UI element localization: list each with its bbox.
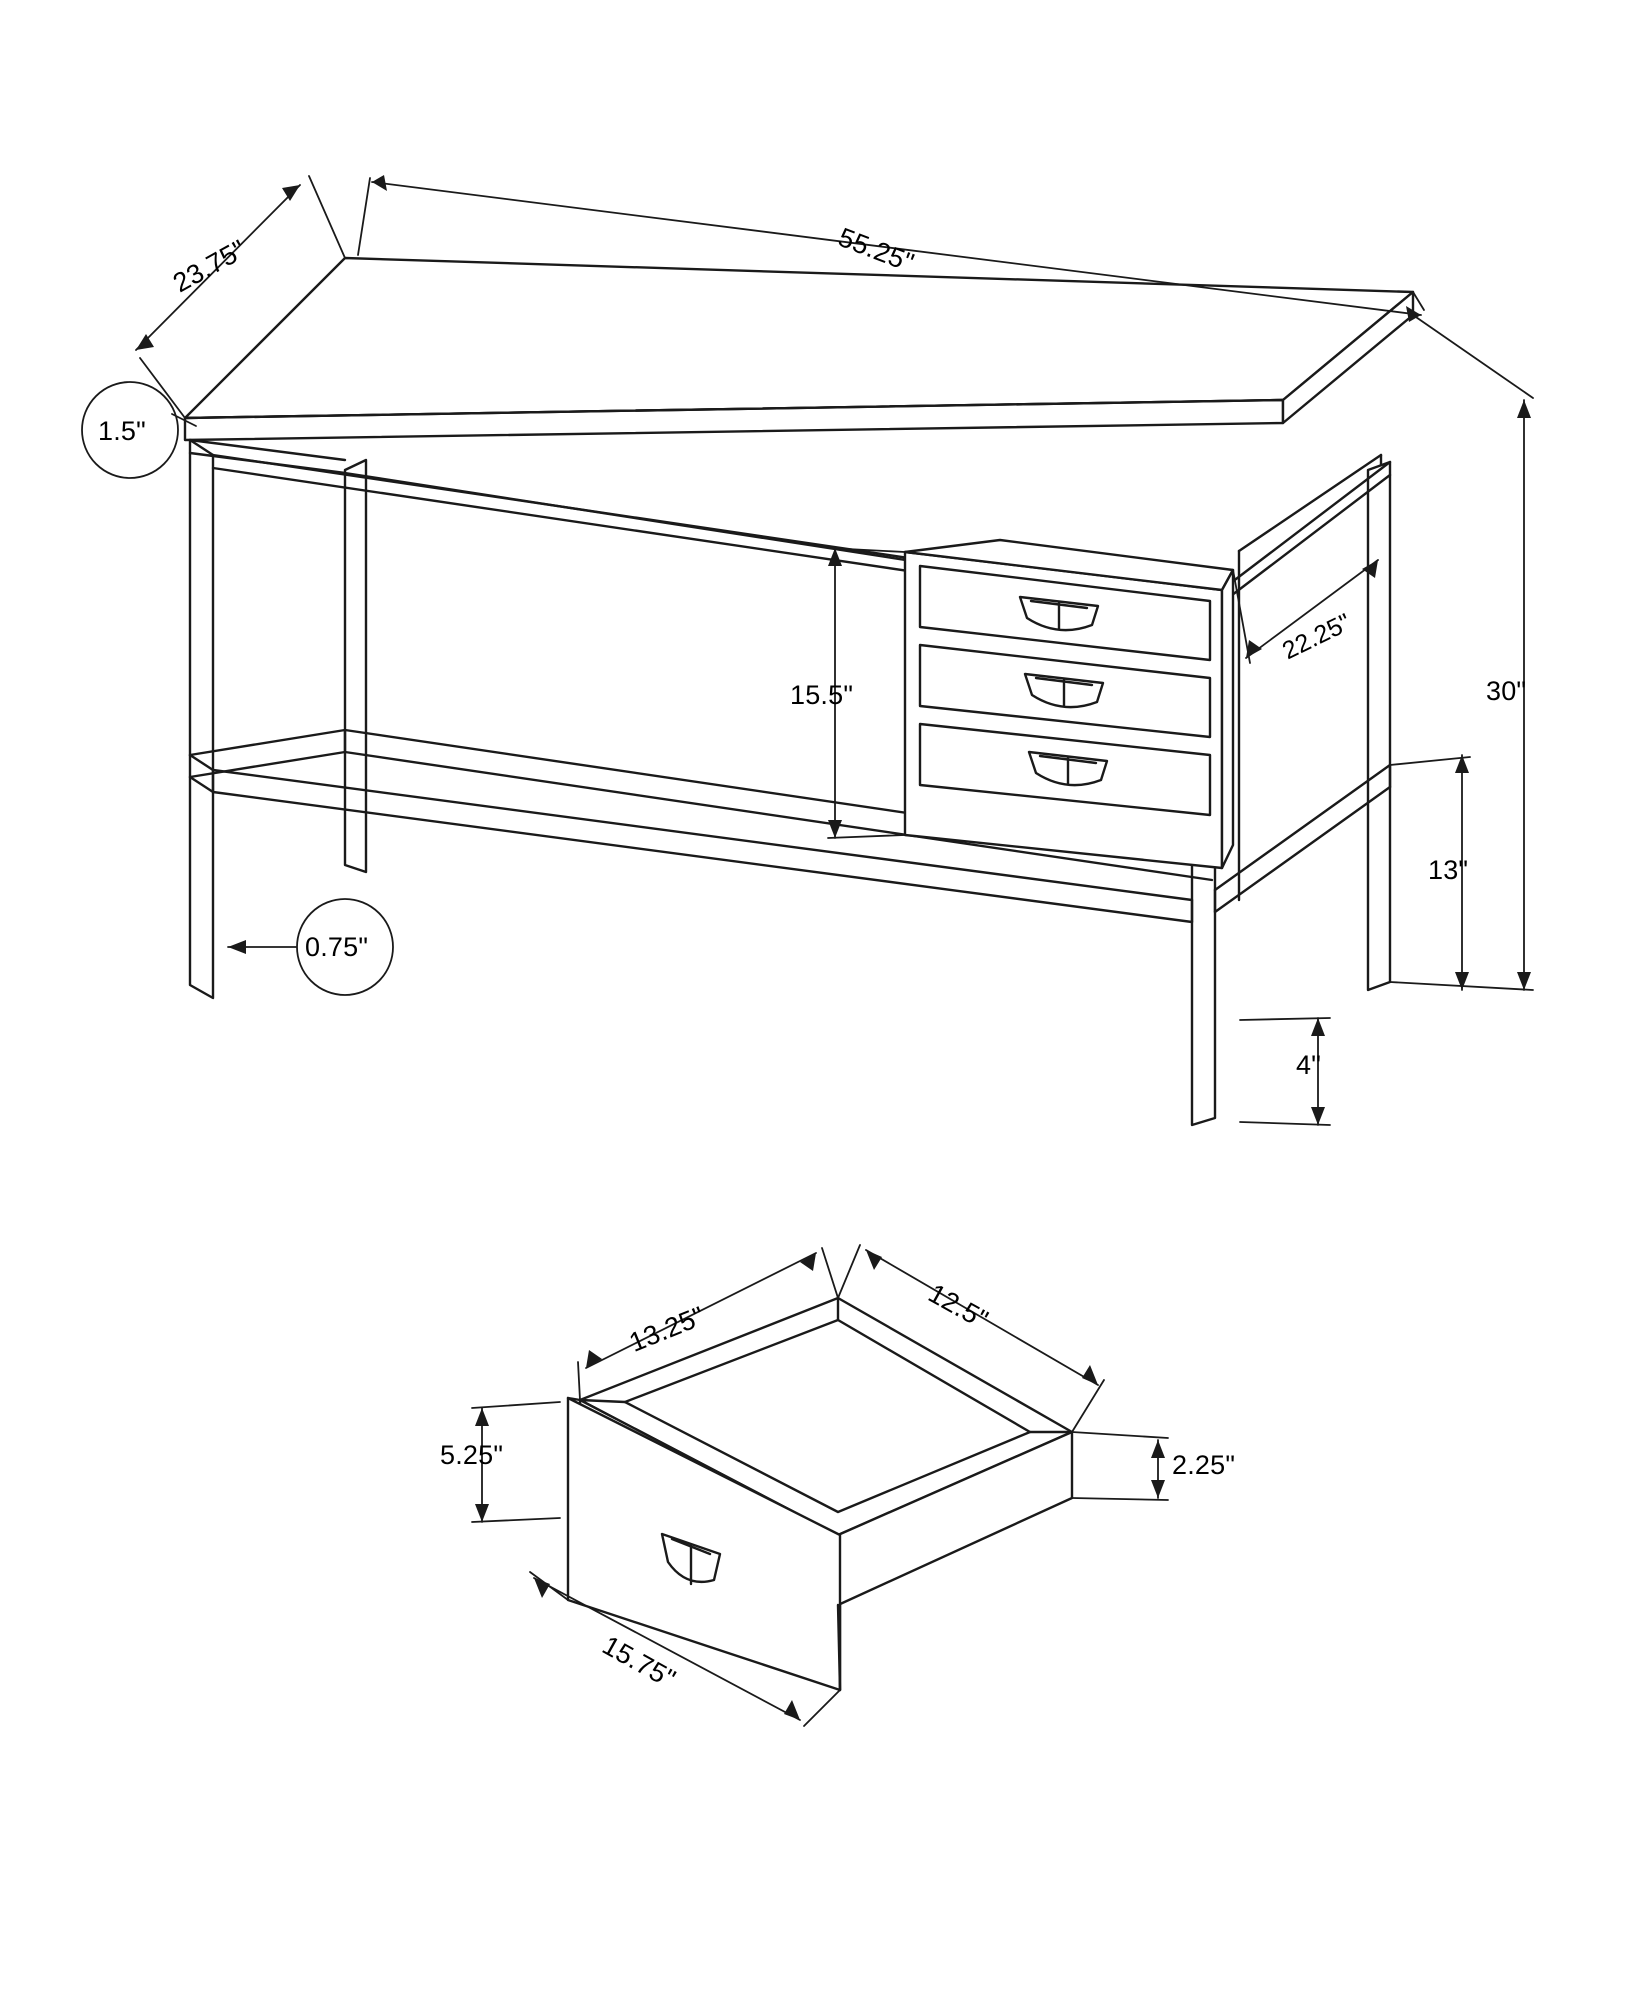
- dim-overall-height: 30": [1486, 676, 1527, 706]
- dim-drawer-inner-width: 13.25": [625, 1300, 709, 1358]
- desk-right-side-panel: [1230, 435, 1390, 905]
- dim-drawer-bank-depth: 22.25": [1278, 608, 1356, 666]
- dim-drawer-bank-height: 15.5": [790, 680, 854, 710]
- dim-depth-top: 23.75": [168, 234, 252, 299]
- dim-floor-to-rail: 4": [1296, 1050, 1322, 1080]
- drawer-bank: [905, 540, 1233, 868]
- dim-top-thickness: 1.5": [98, 416, 146, 446]
- desk-top: [185, 258, 1413, 440]
- dim-width-top: 55.25": [834, 222, 919, 279]
- drawer-detail-body: [568, 1298, 1072, 1690]
- dim-leg-thickness: 0.75": [305, 932, 369, 962]
- dim-drawer-front-height: 5.25": [440, 1440, 504, 1470]
- dim-drawer-front-width: 15.75": [597, 1630, 681, 1695]
- dim-clearance-height: 13": [1428, 855, 1469, 885]
- dim-drawer-inner-depth: 12.5": [923, 1278, 994, 1335]
- dim-drawer-side-height: 2.25": [1172, 1450, 1236, 1480]
